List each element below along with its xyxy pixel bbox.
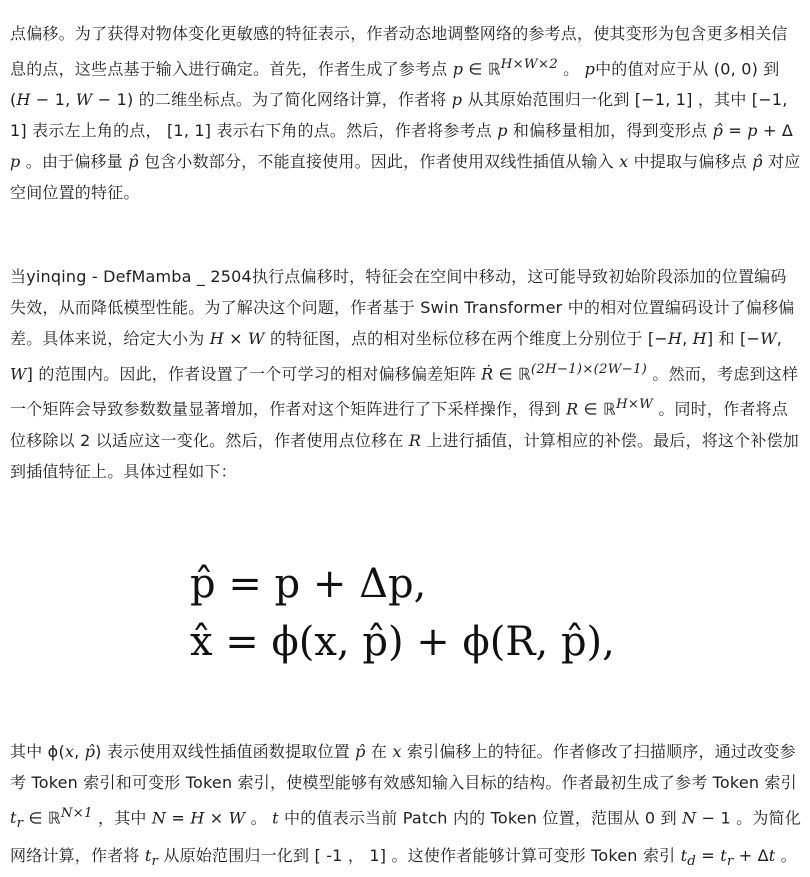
paragraph-point-offset: 点偏移。为了获得对物体变化更敏感的特征表示，作者动态地调整网络的参考点，使其变形为包含更多相关信息的点，这些点基于输入进行确定。首先，作者生成了参考点 p ∈ ℝ$^{H\times W\times 2}$ 。 p中的值对应于从 (0, 0) 到 (H − 1, W − 1) 的二维坐标点。为了简化网络计算，作者将 p 从其原始范围归一化到 [−1, 1] ，其中 [−1, 1] 表示左上角的点， [1, 1] 表示右下角的点。然后，作者将参考点 p 和偏移量相加，得到变形点 p̂ = p + Δp 。由于偏移量 p̂ 包含小数部分，不能直接使用。因此，作者使用双线性插值从输入 x 中提取与偏移点 p̂ 对应空间位置的特征。 [10, 24, 801, 203]
equation-line-1: p̂ = p + Δp, [190, 561, 427, 607]
equation-block [190, 555, 710, 671]
paragraph-offset-bias: 当yinqing - DefMamba _ 2504执行点偏移时，特征会在空间中移动，这可能导致初始阶段添加的位置编码失效，从而降低模型性能。为了解决这个问题，作者基于 Swin Transformer 中的相对位置编码设计了偏移偏差。具体来说，给定大小为 H × W 的特征图，点的相对坐标位移在两个维度上分别位于 [−H, H] 和 [−W, W] 的范围内。因此，作者设置了一个可学习的相对偏移偏差矩阵 Ṙ ∈ ℝ$^{(2H-1)\times(2W-1)}$ 。然而，考虑到这样一个矩阵会导致参数数量显著增加，作者对这个矩阵进行了下采样操作，得到 R ∈ ℝ$^{H\times W}$ 。同时，作者将点位移除以 2 以适应这一变化。然后，作者使用点位移在 R 上进行插值，计算相应的补偿。最后，将这个补偿加到插值特征上。具体过程如下： [10, 267, 799, 481]
paragraph-token-index: 其中 ϕ(x, p̂) 表示使用双线性插值函数提取位置 p̂ 在 x 索引偏移上的特征。作者修改了扫描顺序，通过改变参考 Token 索引和可变形 Token 索引，使模型能够有效感知输入目标的结构。作者最初生成了参考 Token 索引 $t_r$ ∈ ℝ$^{N\times 1}$ ，其中 N = H × W 。 t 中的值表示当前 Patch 内的 Token 位置，范围从 0 到 N − 1 。为简化网络计算，作者将 $t_r$ 从原始范围归一化到 [ -1 ， 1] 。这使作者能够计算可变形 Token 索引 $t_d = t_r + \Delta t$ 。 [10, 742, 801, 869]
equation-line-2: x̂ = ϕ(x, p̂) + ϕ(R, p̂), [190, 619, 615, 665]
